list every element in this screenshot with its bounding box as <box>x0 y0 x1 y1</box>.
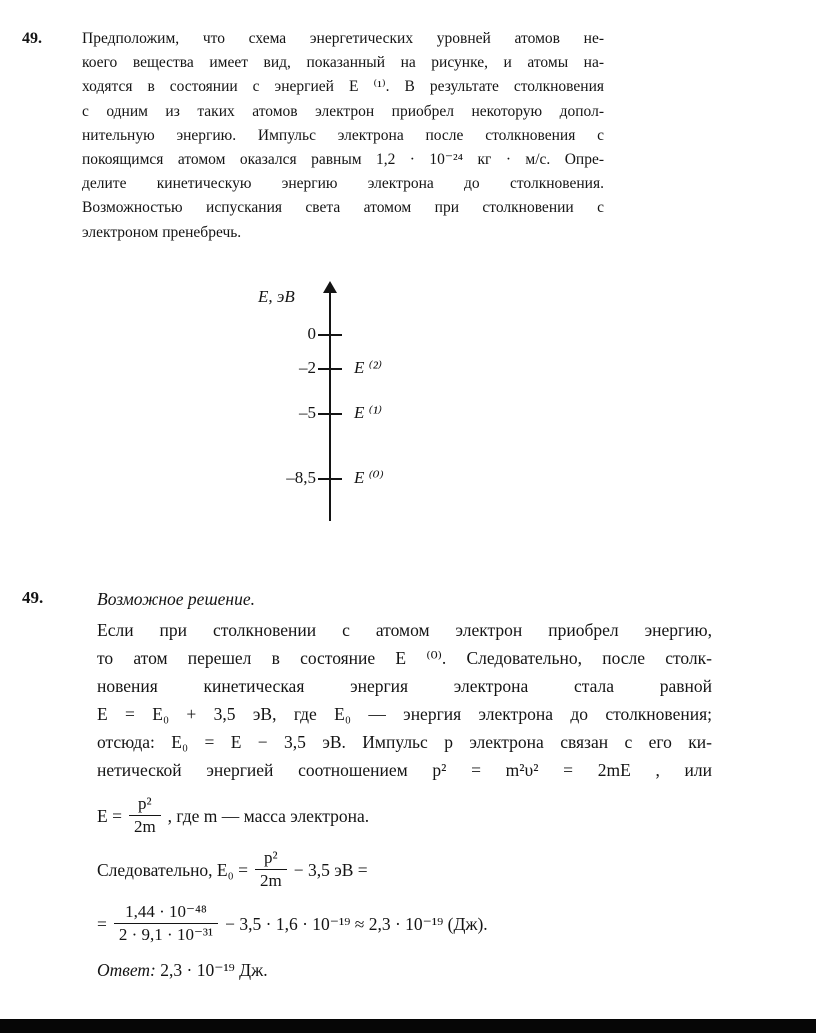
text-line: то атом перешел в состояние E ⁽⁰⁾. Следовательно, после столк- <box>97 648 712 668</box>
axis-label: E, эВ <box>258 287 295 306</box>
tick-mark <box>318 368 342 370</box>
equation-suffix: − 3,5 · 1,6 · 10⁻¹⁹ ≈ 2,3 · 10⁻¹⁹ (Дж). <box>225 913 488 934</box>
fraction <box>129 793 161 838</box>
solution-number: 49. <box>22 588 44 607</box>
equation-line <box>97 847 712 892</box>
fraction-numerator: 1,44 · 10⁻⁴⁸ <box>125 902 207 922</box>
problem-number: 49. <box>22 30 42 47</box>
tick-mark <box>318 478 342 480</box>
energy-axis <box>329 291 331 521</box>
level-value: –2 <box>299 358 316 377</box>
level-value: –8,5 <box>286 468 316 487</box>
text-line: делите кинетическую энергию электрона до столкновения. <box>82 175 604 193</box>
text-line: отсюда: E₀ = E − 3,5 эВ. Импульс p электрона связан с его ки- <box>97 732 712 752</box>
text-line: коего вещества имеет вид, показанный на рисунке, и атомы на- <box>82 54 604 72</box>
answer-value: 2,3 · 10⁻¹⁹ Дж. <box>160 959 268 980</box>
equation-suffix: − 3,5 эВ = <box>293 859 368 880</box>
level-label: E ⁽⁰⁾ <box>354 468 384 487</box>
fraction-numerator: p² <box>264 848 278 868</box>
solution-title: Возможное решение. <box>97 589 256 609</box>
tick-mark <box>318 334 342 336</box>
text-line: электроном пренебречь. <box>82 223 242 241</box>
level-value: –5 <box>299 403 316 422</box>
equation-prefix: E = <box>97 805 122 826</box>
text-line: Возможностью испускания света атомом при столкновении с <box>82 199 604 217</box>
solution-text <box>97 585 712 984</box>
text-line: ходятся в состоянии с энергией E ⁽¹⁾. В результате столкновения <box>82 78 604 96</box>
fraction-denominator: 2m <box>129 815 161 838</box>
fraction-numerator: p² <box>138 794 152 813</box>
text-line: Предположим, что схема энергетических уровней атомов не- <box>82 30 604 47</box>
equation-line <box>97 901 712 946</box>
level-label: E ⁽¹⁾ <box>354 403 383 422</box>
fraction-denominator: 2m <box>255 869 287 892</box>
fraction-denominator: 2 · 9,1 · 10⁻³¹ <box>114 923 218 946</box>
equation-prefix: = <box>97 913 107 934</box>
energy-level-diagram <box>240 283 490 528</box>
level-label: E ⁽²⁾ <box>354 358 383 377</box>
text-line: с одним из таких атомов электрон приобрел некоторую допол- <box>82 102 604 120</box>
text-line: нетической энергией соотношением p² = m²υ² = 2mE , или <box>97 760 712 780</box>
text-line: новения кинетическая энергия электрона стала равной <box>97 676 712 696</box>
equation-line <box>97 793 712 838</box>
text-line: E = E₀ + 3,5 эВ, где E₀ — энергия электрона до столкновения; <box>97 704 712 724</box>
answer-label: Ответ: <box>97 959 156 980</box>
answer-line <box>97 956 712 984</box>
text-line: Если при столкновении с атомом электрон приобрел энергию, <box>97 620 712 640</box>
fraction <box>114 901 218 946</box>
text-line: нительную энергию. Импульс электрона после столкновения с <box>82 126 604 144</box>
problem-text <box>82 27 604 245</box>
fraction <box>255 847 287 892</box>
equation-suffix: , где m — масса электрона. <box>167 805 370 826</box>
level-value: 0 <box>307 324 316 343</box>
page-bottom-edge <box>0 1019 816 1033</box>
equation-prefix: Следовательно, E₀ = <box>97 859 248 880</box>
tick-mark <box>318 413 342 415</box>
text-line: покоящимся атомом оказался равным 1,2 · 10⁻²⁴ кг · м/с. Опре- <box>82 151 604 169</box>
